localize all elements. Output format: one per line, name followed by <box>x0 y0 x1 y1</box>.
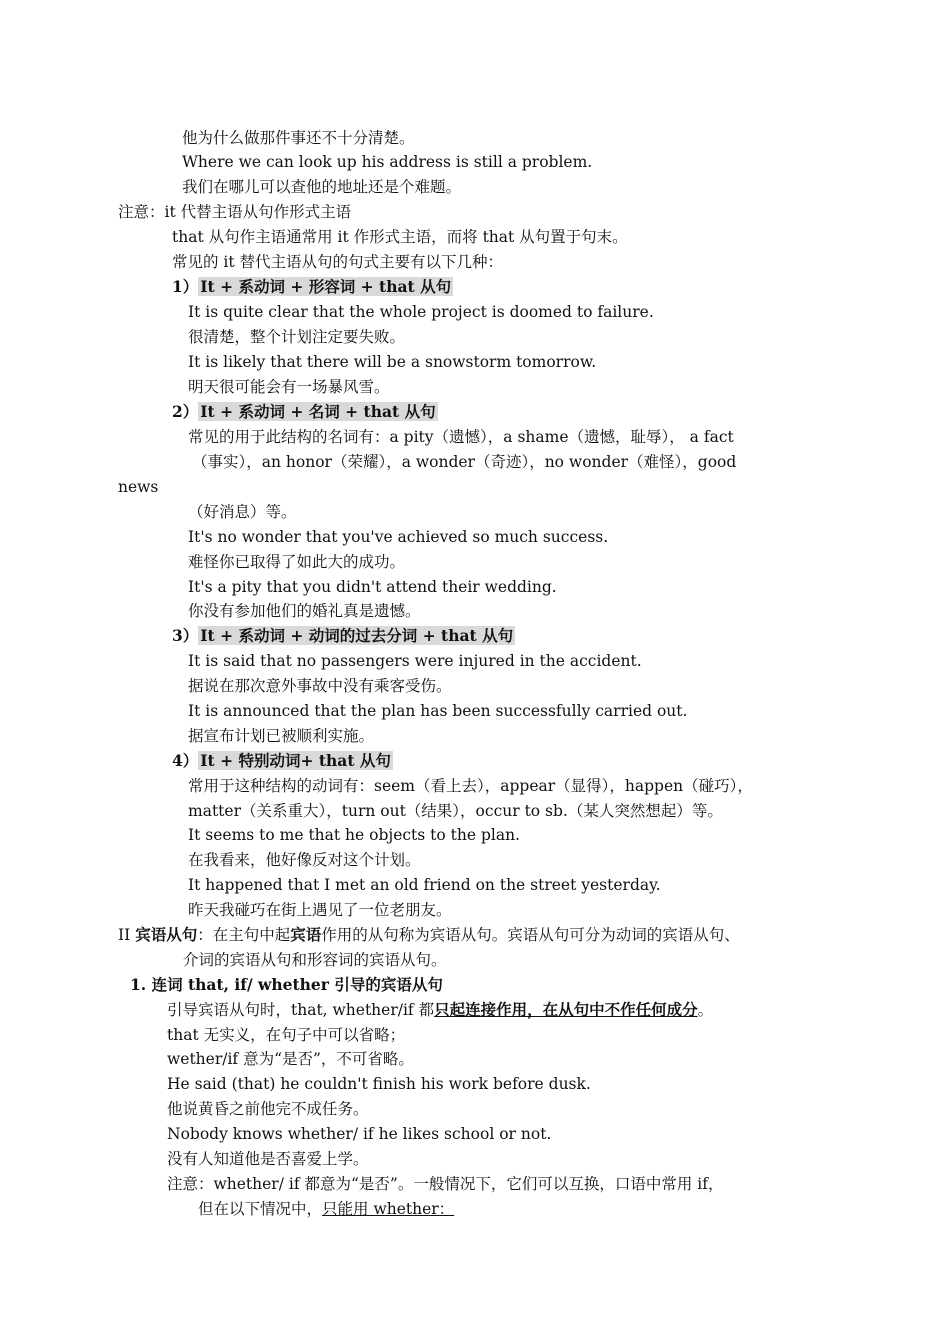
example-en: It is quite clear that the whole project is doomed to failure. <box>188 303 654 321</box>
example-zh: 你没有参加他们的婚礼真是遗憾。 <box>188 602 421 620</box>
text-line: news <box>118 478 159 496</box>
example-zh: 他说黄昏之前他完不成任务。 <box>167 1100 369 1118</box>
section-bold-word: 宾语 <box>290 925 322 944</box>
pattern-heading-4 <box>172 751 393 771</box>
pattern-heading-3 <box>172 626 515 646</box>
note-line: 注意：whether/ if 都意为“是否”。一般情况下，它们可以互换，口语中常用 if， <box>167 1175 724 1193</box>
pattern-label: It + 系动词 + 名词 + that 从句 <box>200 402 436 421</box>
text-line: 常用于这种结构的动词有：seem（看上去），appear（显得），happen（碰巧）， <box>188 777 753 795</box>
last-text: 但在以下情况中， <box>198 1200 323 1218</box>
pattern-label: It + 系动词 + 形容词 + that 从句 <box>200 277 452 296</box>
example-en: It is likely that there will be a snowstorm tomorrow. <box>188 353 597 371</box>
text-line: matter（关系重大），turn out（结果），occur to sb.（某人突然想起）等。 <box>188 802 723 820</box>
pattern-number: 2） <box>172 402 199 421</box>
example-zh: 没有人知道他是否喜爱上学。 <box>167 1150 369 1168</box>
section-heading <box>118 925 740 945</box>
example-en: It happened that I met an old friend on the street yesterday. <box>188 876 661 894</box>
text-line: that 从句作主语通常用 it 作形式主语，而将 that 从句置于句末。 <box>172 228 628 246</box>
intro-text: 。 <box>697 1001 714 1019</box>
example-en: It's a pity that you didn't attend their wedding. <box>188 578 557 596</box>
example-en: He said (that) he couldn't finish his work before dusk. <box>167 1075 591 1093</box>
subsection-heading: 1. 连词 that, if/ whether 引导的宾语从句 <box>130 975 443 994</box>
text-line: （好消息）等。 <box>188 503 297 521</box>
example-zh: 明天很可能会有一场暴风雪。 <box>188 378 390 396</box>
text-line: 他为什么做那件事还不十分清楚。 <box>182 129 415 147</box>
example-zh: 昨天我碰巧在街上遇见了一位老朋友。 <box>188 901 452 919</box>
section-text: ：在主句中起 <box>197 926 291 944</box>
last-emphasis: 只能用 whether： <box>322 1200 455 1218</box>
example-zh: 很清楚，整个计划注定要失败。 <box>188 328 406 346</box>
text-line: 常见的用于此结构的名词有：a pity（遗憾），a shame（遗憾，耻辱）， a fact <box>188 428 734 446</box>
pattern-label: It + 系动词 + 动词的过去分词 + that 从句 <box>200 626 514 645</box>
note-heading: 注意：it 代替主语从句作形式主语 <box>118 203 352 221</box>
pattern-number: 4） <box>172 751 199 770</box>
section-number: II <box>118 926 136 944</box>
text-line: 常见的 it 替代主语从句的句式主要有以下几种： <box>172 253 504 271</box>
last-line <box>198 1199 454 1219</box>
text-line: （事实），an honor（荣耀），a wonder（奇迹），no wonder（难怪），good <box>192 453 737 471</box>
example-en: It seems to me that he objects to the plan. <box>188 826 520 844</box>
intro-text: 引导宾语从句时，that, whether/if 都 <box>167 1001 435 1019</box>
example-zh: 在我看来，他好像反对这个计划。 <box>188 851 421 869</box>
intro-emphasis: 只起连接作用，在从句中不作任何成分 <box>434 1000 698 1019</box>
text-line: that 无实义，在句子中可以省略； <box>167 1026 406 1044</box>
example-zh: 难怪你已取得了如此大的成功。 <box>188 553 406 571</box>
pattern-number: 3） <box>172 626 199 645</box>
example-en: Nobody knows whether/ if he likes school or not. <box>167 1125 552 1143</box>
pattern-heading-2 <box>172 402 438 422</box>
example-en: It's no wonder that you've achieved so much success. <box>188 528 609 546</box>
pattern-heading-1 <box>172 277 453 297</box>
example-en: It is said that no passengers were injured in the accident. <box>188 652 642 670</box>
example-zh: 据宣布计划已被顺利实施。 <box>188 727 375 745</box>
text-line: 介词的宾语从句和形容词的宾语从句。 <box>183 951 447 969</box>
text-line: Where we can look up his address is still a problem. <box>182 153 593 171</box>
text-line: wether/if 意为“是否”，不可省略。 <box>167 1050 414 1068</box>
example-zh: 据说在那次意外事故中没有乘客受伤。 <box>188 677 452 695</box>
intro-line <box>167 1000 713 1020</box>
pattern-label: It + 特别动词+ that 从句 <box>200 751 391 770</box>
example-en: It is announced that the plan has been successfully carried out. <box>188 702 688 720</box>
pattern-number: 1） <box>172 277 199 296</box>
section-title: 宾语从句 <box>135 925 198 944</box>
section-text: 作用的从句称为宾语从句。宾语从句可分为动词的宾语从句、 <box>321 926 740 944</box>
text-line: 我们在哪儿可以查他的地址还是个难题。 <box>182 178 462 196</box>
